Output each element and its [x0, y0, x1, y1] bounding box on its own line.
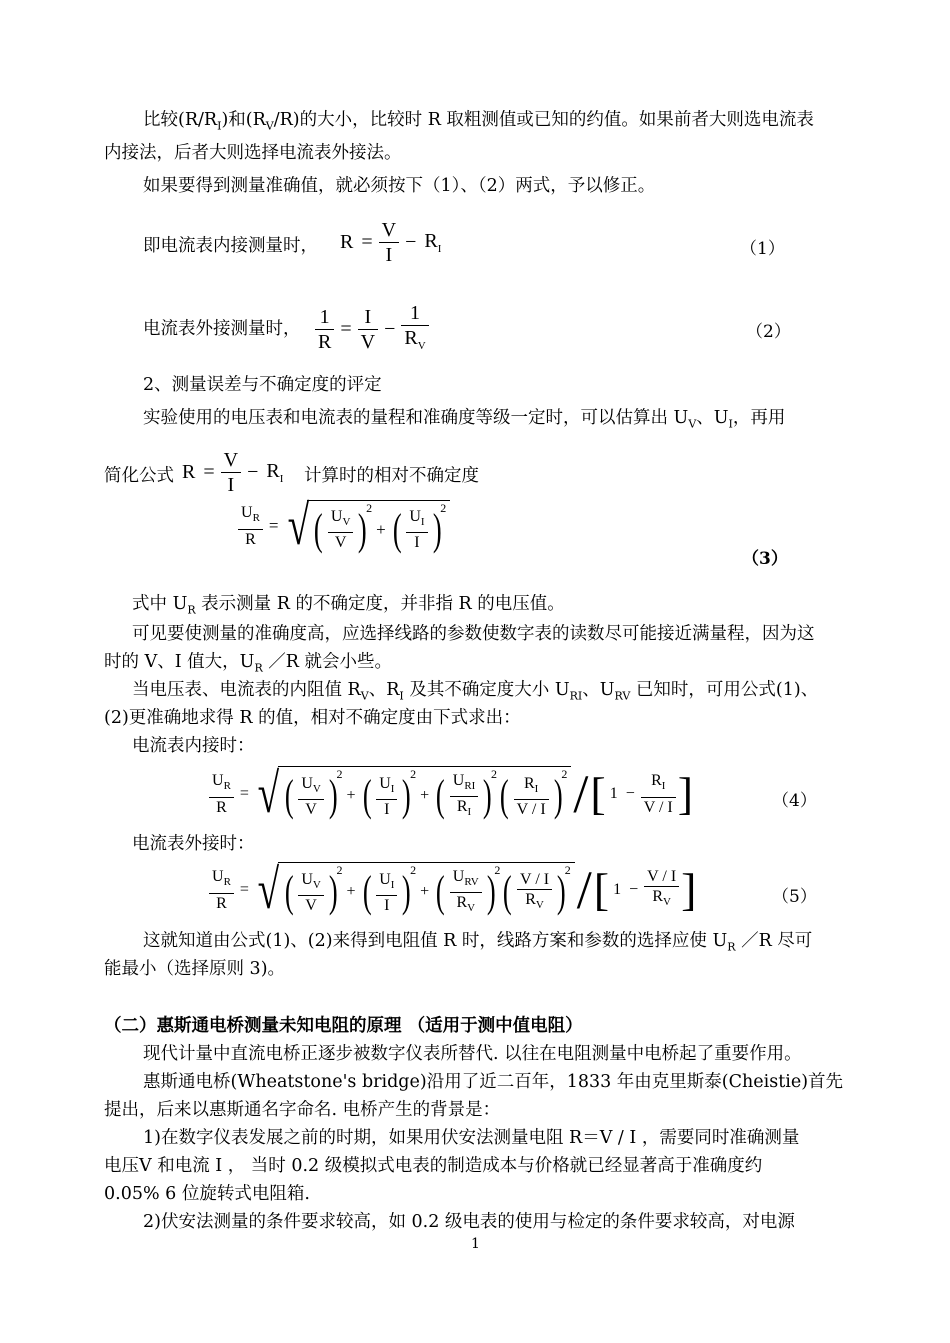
- label-inner-connection: 电流表内接时：: [132, 736, 255, 756]
- paragraph-ur-meaning: 式中 $U_R$ 表示测量 R 的不确定度，并非指 R 的电压值。: [132, 594, 565, 617]
- equation-number-5: （5）: [772, 887, 817, 907]
- paragraph-accuracy-cont: 时的 V、I 值大，$U_R$ ／R 就会小些。: [104, 652, 393, 675]
- formula-1-label: 即电流表内接测量时，: [143, 236, 318, 256]
- section-heading-uncertainty: 2、测量误差与不确定度的评定: [143, 375, 382, 395]
- formula-2: $\frac{1}{R}$ = $\frac{I}{V}$ − $\frac{1}{R_V}$: [313, 301, 431, 358]
- paragraph-compare: 比较$(R/R_I)$和$(R_V/R)$的大小，比较时 R 取粗测值或已知的约值。如果前者大则选电流表: [143, 110, 814, 133]
- equation-number-4: （4）: [772, 791, 817, 811]
- paragraph-simplified-tail: 计算时的相对不确定度: [304, 466, 479, 486]
- paragraph-modern: 现代计量中直流电桥正逐步被数字仪表所替代. 以往在电阻测量中电桥起了重要作用。: [143, 1044, 802, 1064]
- equation-number-3: （3）: [742, 549, 788, 569]
- paragraph-estimate: 实验使用的电压表和电流表的量程和准确度等级一定时，可以估算出 $U_V$、$U_I$，再用: [143, 408, 786, 431]
- list-item-2: 2)伏安法测量的条件要求较高，如 0.2 级电表的使用与检定的条件要求较高，对电源: [143, 1212, 795, 1232]
- paragraph-simplified-label: 简化公式: [104, 466, 174, 486]
- paragraph-internal-resistance: 当电压表、电流表的内阻值 $R_V$、$R_I$ 及其不确定度大小 $U_{RI}$、$U_{RV}$ 已知时，可用公式(1)、: [132, 680, 819, 703]
- paragraph-accuracy: 可见要使测量的准确度高，应选择线路的参数使数字表的读数尽可能接近满量程，因为这: [132, 624, 815, 644]
- label-outer-connection: 电流表外接时：: [132, 834, 255, 854]
- list-item-1-cont: 电压V 和电流 I ， 当时 0.2 级模拟式电表的制造成本与价格就已经显著高于准确度约: [104, 1156, 763, 1176]
- formula-5: $\frac{U_R}{R}$ = √ ( $\frac{U_V}{V}$ )$^2$+ ( $\frac{U_I}{I}$ )$^2$+ ( $\frac{U_{RV}}{R_V}$ )$^2$( $\frac{V / I}{R_V}$ )$^2$ /[ 1 − $\frac{V / I}{R_V}$ ]: [207, 862, 697, 918]
- formula-4: $\frac{U_R}{R}$ = √ ( $\frac{U_V}{V}$ )$^2$+ ( $\frac{U_I}{I}$ )$^2$+ ( $\frac{U_{RI}}{R_I}$ )$^2$( $\frac{R_I}{V / I}$ )$^2$ /[ 1 − $\frac{R_I}{V / I}$ ]: [207, 766, 693, 822]
- page-number: 1: [471, 1236, 480, 1252]
- formula-simplified: R = $\frac{V}{I}$ − $R_I$: [182, 449, 284, 496]
- paragraph-conclusion: 这就知道由公式(1)、(2)来得到电阻值 R 时，线路方案和参数的选择应使 $U_R$ ／R 尽可: [143, 931, 813, 954]
- paragraph-history: 惠斯通电桥(Wheatstone's bridge)沿用了近二百年，1833 年由克里斯泰(Cheistie)首先: [143, 1072, 844, 1092]
- formula-2-label: 电流表外接测量时，: [143, 319, 301, 339]
- paragraph-compare-cont: 内接法，后者大则选择电流表外接法。: [104, 143, 402, 163]
- list-item-1: 1)在数字仪表发展之前的时期，如果用伏安法测量电阻 R＝V / I ，需要同时准确测量: [143, 1128, 800, 1148]
- equation-number-1: （1）: [740, 239, 785, 259]
- paragraph-correction: 如果要得到测量准确值，就必须按下（1）、（2）两式，予以修正。: [143, 176, 656, 196]
- formula-1: R = $\frac{V}{I}$ − $R_I$: [340, 219, 442, 266]
- paragraph-internal-resistance-cont: (2)更准确地求得 R 的值，相对不确定度由下式求出：: [104, 708, 521, 728]
- list-item-1-cont2: 0.05% 6 位旋转式电阻箱.: [104, 1184, 310, 1204]
- equation-number-2: （2）: [746, 322, 791, 342]
- paragraph-conclusion-cont: 能最小（选择原则 3)。: [104, 959, 286, 979]
- formula-3: $\frac{U_R}{R}$ = √ ( $\frac{U_V}{V}$ )$^2$+ ( $\frac{U_I}{I}$ )$^2$: [236, 498, 450, 554]
- section-heading-wheatstone: （二）惠斯通电桥测量未知电阻的原理 （适用于测中值电阻）: [104, 1016, 583, 1036]
- paragraph-history-cont: 提出，后来以惠斯通名字命名. 电桥产生的背景是：: [104, 1100, 501, 1120]
